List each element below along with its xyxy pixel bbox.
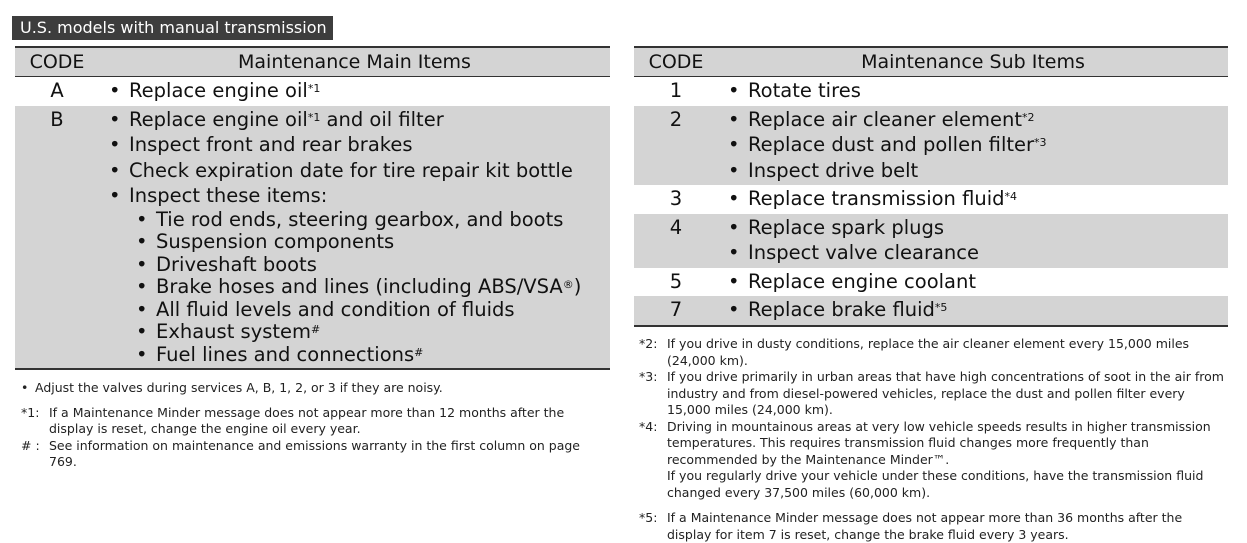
main-items-column-header: Maintenance Main Items bbox=[99, 47, 610, 77]
row-code: 1 bbox=[669, 79, 683, 102]
sub-list-item: • Brake hoses and lines (including ABS/VSA®) bbox=[99, 276, 610, 299]
sub-list-item: • Exhaust system# bbox=[99, 321, 610, 344]
list-item: • Replace engine oil$^{*1}$ and oil filter bbox=[99, 107, 610, 133]
sub-list-item: • Suspension components bbox=[99, 231, 610, 254]
list-item: • Replace spark plugs bbox=[718, 215, 1228, 241]
list-item: • Inspect valve clearance bbox=[718, 240, 1228, 266]
sub-list-item: • All fluid levels and condition of fluids bbox=[99, 299, 610, 322]
list-item: • Inspect front and rear brakes bbox=[99, 132, 610, 158]
maintenance-sub-items-table bbox=[634, 46, 1228, 327]
table-row bbox=[634, 268, 1228, 297]
list-item: • Inspect drive belt bbox=[718, 158, 1228, 184]
table-row bbox=[634, 214, 1228, 268]
table-row bbox=[15, 77, 610, 106]
footnote: *1: If a Maintenance Minder message does not appear more than 12 months after the display is reset, change the engine oil every year. bbox=[21, 404, 565, 436]
sub-items-column-header: Maintenance Sub Items bbox=[718, 47, 1228, 77]
table-row bbox=[634, 106, 1228, 186]
list-item: • Replace brake fluid$^{*5}$ bbox=[718, 297, 1228, 323]
right-footnotes bbox=[639, 336, 1229, 543]
list-item: • Replace dust and pollen filter$^{*3}$ bbox=[718, 132, 1228, 158]
footnote: *3: If you drive primarily in urban areas that have high concentrations of soot in the air from industry and from diesel-powered vehicles, replace the dust and pollen filter every 15,000 miles (24,000 km). bbox=[639, 369, 1224, 417]
table-row bbox=[15, 106, 610, 370]
maintenance-main-items-table bbox=[15, 46, 610, 370]
list-item: • Replace engine oil$^{*1}$ bbox=[99, 78, 610, 104]
code-column-header: CODE bbox=[634, 47, 718, 77]
row-code: 3 bbox=[669, 187, 683, 210]
row-code: 7 bbox=[634, 296, 718, 326]
table-row bbox=[634, 296, 1228, 326]
list-item: • Rotate tires bbox=[718, 78, 1228, 104]
list-item: • Replace transmission fluid$^{*4}$ bbox=[718, 186, 1228, 212]
section-banner: U.S. models with manual transmission bbox=[12, 16, 333, 40]
table-row bbox=[634, 185, 1228, 214]
table-row bbox=[634, 77, 1228, 106]
footnote: *2: If you drive in dusty conditions, replace the air cleaner element every 15,000 miles (24,000 km). bbox=[639, 336, 1190, 368]
sub-list-item: • Driveshaft boots bbox=[99, 254, 610, 277]
sub-list-item: • Tie rod ends, steering gearbox, and boots bbox=[99, 209, 610, 232]
list-item: • Replace engine coolant bbox=[718, 269, 1228, 295]
code-column-header: CODE bbox=[15, 47, 99, 77]
row-code: 4 bbox=[634, 214, 718, 268]
row-code: 2 bbox=[634, 106, 718, 186]
list-item: • Replace air cleaner element$^{*2}$ bbox=[718, 107, 1228, 133]
footnote: *5: If a Maintenance Minder message does not appear more than 36 months after the display for item 7 is reset, change the brake fluid every 3 years. bbox=[639, 510, 1183, 542]
sub-list-item: • Fuel lines and connections# bbox=[99, 344, 610, 367]
list-item: • Check expiration date for tire repair kit bottle bbox=[99, 158, 610, 184]
footnote: • Adjust the valves during services A, B, 1, 2, or 3 if they are noisy. bbox=[21, 380, 443, 395]
footnote: # : See information on maintenance and emissions warranty in the first column on page 769. bbox=[21, 437, 580, 469]
row-code: B bbox=[15, 106, 99, 370]
row-code: 5 bbox=[669, 269, 683, 293]
left-footnotes bbox=[21, 380, 601, 471]
footnote: *4: Driving in mountainous areas at very low vehicle speeds results in higher transmission temperatures. This requires transmission fluid changes more frequently than recommended by the Maintenance Minder™. If you regularly drive your vehicle under these conditions, have the transmission fluid changed every 37,500 miles (60,000 km). bbox=[639, 418, 1211, 500]
row-code: A bbox=[50, 79, 64, 102]
list-item: • Inspect these items: • Tie rod ends, steering gearbox, and boots • Suspension components • Driveshaft boots • Brake hoses and lines (including ABS/VSA®) • All fluid levels and condition of fluids • Exhaust system# • Fuel lines and connections# bbox=[99, 183, 610, 366]
